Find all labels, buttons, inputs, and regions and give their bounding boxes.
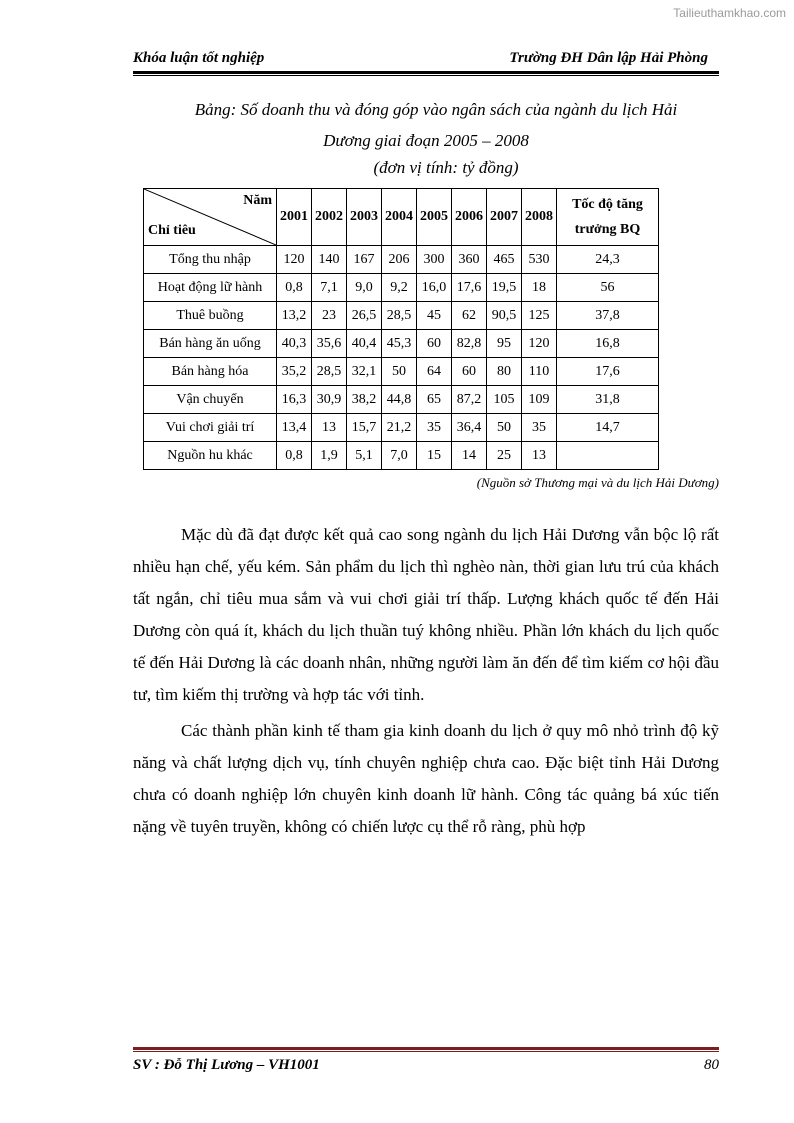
- table-cell: 14: [452, 442, 487, 470]
- table-cell: 7,1: [312, 274, 347, 302]
- table-cell: 16,0: [417, 274, 452, 302]
- growth-rate-cell: 37,8: [557, 302, 659, 330]
- table-cell: 35,2: [277, 358, 312, 386]
- footer-rule-thin: [133, 1051, 719, 1052]
- table-cell: 530: [522, 246, 557, 274]
- table-cell: 15,7: [347, 414, 382, 442]
- table-cell: 9,0: [347, 274, 382, 302]
- caption-line-1: Bảng: Số doanh thu và đóng góp vào ngân sách của ngành du lịch Hải: [194, 100, 678, 119]
- table-cell: 16,3: [277, 386, 312, 414]
- row-label: Vui chơi giải trí: [144, 414, 277, 442]
- table-cell: 23: [312, 302, 347, 330]
- header-left: Khóa luận tốt nghiệp: [133, 50, 265, 66]
- table-cell: 28,5: [312, 358, 347, 386]
- header-rule-thin: [133, 75, 719, 76]
- table-row: [144, 358, 659, 386]
- row-label: Nguồn hu khác: [144, 442, 277, 470]
- table-cell: 109: [522, 386, 557, 414]
- table-cell: 206: [382, 246, 417, 274]
- table-cell: 62: [452, 302, 487, 330]
- table-row: [144, 414, 659, 442]
- page-number: 80: [704, 1057, 719, 1073]
- growth-rate-cell: 14,7: [557, 414, 659, 442]
- row-label: Bán hàng ăn uống: [144, 330, 277, 358]
- table-cell: 50: [382, 358, 417, 386]
- table-cell: 82,8: [452, 330, 487, 358]
- table-cell: 60: [417, 330, 452, 358]
- table-cell: 36,4: [452, 414, 487, 442]
- year-header: 2006: [452, 189, 487, 246]
- paragraph: Mặc dù đã đạt được kết quả cao song ngành du lịch Hải Dương vẫn bộc lộ rất nhiều hạn chế, yếu kém. Sản phẩm du lịch thì nghèo nàn, thời gian lưu trú của khách tất ngắn, chỉ tiêu mua sắm và vui chơi giải trí thấp. Lượng khách quốc tế đến Hải Dương còn quá ít, khách du lịch thuần tuý không nhiều. Phần lớn khách du lịch quốc tế đến Hải Dương là các doanh nhân, những người làm ăn đến để tìm kiếm cơ hội đầu tư, tìm kiếm thị trường và hợp tác với tỉnh.: [133, 525, 719, 704]
- growth-rate-cell: 56: [557, 274, 659, 302]
- paragraph: Các thành phần kinh tế tham gia kinh doanh du lịch ở quy mô nhỏ trình độ kỹ năng và chất lượng dịch vụ, tính chuyên nghiệp chưa cao. Đặc biệt tỉnh Hải Dương chưa có doanh nghiệp lớn chuyên kinh doanh lữ hành. Công tác quảng bá xúc tiến nặng về tuyên truyền, không có chiến lược cụ thể rỗ ràng, phù hợp: [133, 721, 719, 836]
- table-cell: 13,4: [277, 414, 312, 442]
- table-caption: [133, 94, 719, 183]
- table-row: [144, 330, 659, 358]
- table-cell: 9,2: [382, 274, 417, 302]
- table-body: [144, 246, 659, 470]
- table-cell: 15: [417, 442, 452, 470]
- table-cell: 105: [487, 386, 522, 414]
- growth-rate-cell: 17,6: [557, 358, 659, 386]
- table-source: (Nguồn sở Thương mại và du lịch Hải Dương): [476, 475, 719, 490]
- table-cell: 7,0: [382, 442, 417, 470]
- row-label: Bán hàng hóa: [144, 358, 277, 386]
- table-row: [144, 246, 659, 274]
- body-text: [133, 519, 719, 847]
- table-cell: 120: [522, 330, 557, 358]
- table-cell: 13: [522, 442, 557, 470]
- growth-rate-header: Tốc độ tăng trưởng BQ: [557, 189, 659, 246]
- table-cell: 360: [452, 246, 487, 274]
- row-label: Vận chuyển: [144, 386, 277, 414]
- table-cell: 5,1: [347, 442, 382, 470]
- table-cell: 35: [522, 414, 557, 442]
- year-header: 2007: [487, 189, 522, 246]
- year-header: 2008: [522, 189, 557, 246]
- table-cell: 30,9: [312, 386, 347, 414]
- header-right: Trường ĐH Dân lập Hải Phòng: [509, 50, 708, 66]
- footer-author: SV : Đỗ Thị Lương – VH1001: [133, 1057, 320, 1073]
- table-cell: 21,2: [382, 414, 417, 442]
- year-header: 2001: [277, 189, 312, 246]
- footer-rule: [133, 1047, 719, 1050]
- table-cell: 50: [487, 414, 522, 442]
- growth-rate-cell: [557, 442, 659, 470]
- table-cell: 40,4: [347, 330, 382, 358]
- table-cell: 18: [522, 274, 557, 302]
- caption-line-2: Dương giai đoạn 2005 – 2008: [323, 131, 529, 150]
- table-cell: 17,6: [452, 274, 487, 302]
- table-cell: 35: [417, 414, 452, 442]
- table-cell: 40,3: [277, 330, 312, 358]
- table-cell: 19,5: [487, 274, 522, 302]
- table-row: [144, 442, 659, 470]
- corner-year-label: Năm: [243, 193, 272, 208]
- table-cell: 300: [417, 246, 452, 274]
- revenue-table: [143, 188, 659, 470]
- table-cell: 140: [312, 246, 347, 274]
- table-cell: 90,5: [487, 302, 522, 330]
- watermark: Tailieuthamkhao.com: [673, 6, 786, 20]
- table-cell: 38,2: [347, 386, 382, 414]
- table-cell: 60: [452, 358, 487, 386]
- year-header: 2003: [347, 189, 382, 246]
- corner-cell: [144, 189, 277, 246]
- table-cell: 87,2: [452, 386, 487, 414]
- row-label: Tổng thu nhập: [144, 246, 277, 274]
- table-cell: 13,2: [277, 302, 312, 330]
- table-cell: 167: [347, 246, 382, 274]
- table-cell: 80: [487, 358, 522, 386]
- table-cell: 110: [522, 358, 557, 386]
- year-header: 2002: [312, 189, 347, 246]
- table-cell: 125: [522, 302, 557, 330]
- table-cell: 0,8: [277, 274, 312, 302]
- table-cell: 32,1: [347, 358, 382, 386]
- row-label: Thuê buồng: [144, 302, 277, 330]
- table-cell: 25: [487, 442, 522, 470]
- table-cell: 44,8: [382, 386, 417, 414]
- page-header: [133, 50, 708, 67]
- growth-rate-cell: 24,3: [557, 246, 659, 274]
- table-row: [144, 302, 659, 330]
- table-cell: 28,5: [382, 302, 417, 330]
- page-footer: [133, 1057, 719, 1074]
- header-rule: [133, 71, 719, 74]
- table-cell: 45,3: [382, 330, 417, 358]
- table-cell: 26,5: [347, 302, 382, 330]
- caption-line-3: (đơn vị tính: tỷ đồng): [373, 158, 519, 177]
- table-cell: 465: [487, 246, 522, 274]
- growth-rate-cell: 31,8: [557, 386, 659, 414]
- corner-indicator-label: Chỉ tiêu: [148, 223, 196, 238]
- table-cell: 35,6: [312, 330, 347, 358]
- year-header: 2005: [417, 189, 452, 246]
- table-cell: 95: [487, 330, 522, 358]
- table-header-row: [144, 189, 659, 246]
- year-header: 2004: [382, 189, 417, 246]
- table-row: [144, 386, 659, 414]
- table-cell: 13: [312, 414, 347, 442]
- table-cell: 1,9: [312, 442, 347, 470]
- table-row: [144, 274, 659, 302]
- table-cell: 65: [417, 386, 452, 414]
- table-cell: 45: [417, 302, 452, 330]
- table-cell: 64: [417, 358, 452, 386]
- row-label: Hoạt động lữ hành: [144, 274, 277, 302]
- table-cell: 0,8: [277, 442, 312, 470]
- table-cell: 120: [277, 246, 312, 274]
- growth-rate-cell: 16,8: [557, 330, 659, 358]
